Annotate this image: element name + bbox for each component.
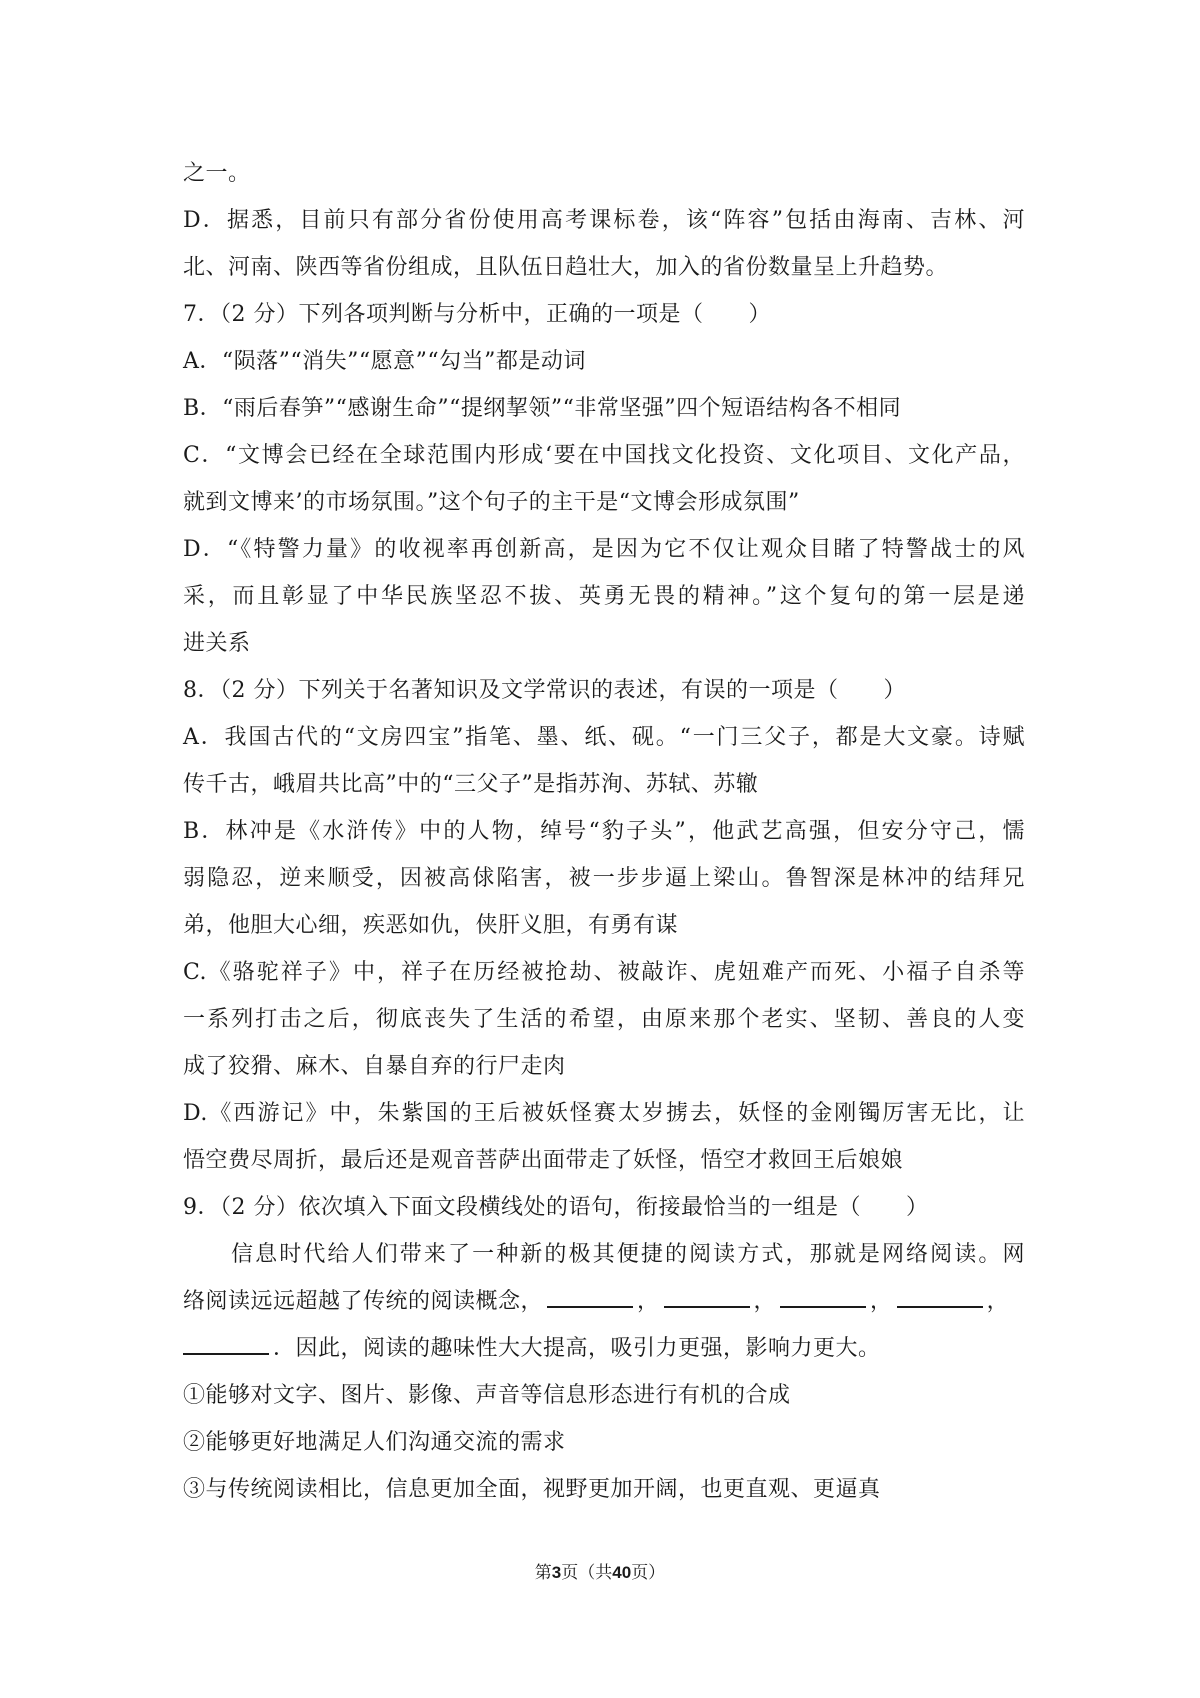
question-7-option-d: D．“《特警力量》的收视率再创新高，是因为它不仅让观众目睹了特警战士的风	[183, 537, 1025, 562]
text-line: 成了狡猾、麻木、自暴自弃的行尸走肉	[183, 1054, 566, 1079]
fill-blank-2	[664, 1284, 750, 1308]
choice-item-3: ③与传统阅读相比，信息更加全面，视野更加开阔，也更直观、更逼真	[183, 1477, 881, 1502]
fill-blank-5	[183, 1331, 269, 1355]
text-line: 传千古，峨眉共比高”中的“三父子”是指苏洵、苏轼、苏辙	[183, 772, 759, 797]
text-line: 进关系	[183, 631, 251, 656]
blank-separator: ，	[753, 1289, 777, 1314]
text-line: 就到文博来’的市场氛围。”这个句子的主干是“文博会形成氛围”	[183, 490, 800, 515]
page-content	[183, 150, 1025, 1513]
passage-line: 信息时代给人们带来了一种新的极其便捷的阅读方式，那就是网络阅读。网	[231, 1242, 1025, 1267]
question-8-option-c: C.《骆驼祥子》中，祥子在历经被抢劫、被敲诈、虎妞难产而死、小福子自杀等	[183, 960, 1025, 985]
fill-blank-1	[547, 1284, 633, 1308]
text-line: 弟，他胆大心细，疾恶如仇，侠肝义胆，有勇有谋	[183, 913, 679, 938]
question-7-stem: 7．（2 分）下列各项判断与分析中，正确的一项是（ ）	[183, 302, 771, 327]
page-footer	[0, 1558, 1200, 1583]
footer-middle: 页（共	[561, 1563, 613, 1583]
text-line: 悟空费尽周折，最后还是观音菩萨出面带走了妖怪，悟空才救回王后娘娘	[183, 1148, 904, 1173]
text-line: 一系列打击之后，彻底丧失了生活的希望，由原来那个老实、坚韧、善良的人变	[183, 1007, 1025, 1032]
question-8-option-b: B．林冲是《水浒传》中的人物，绰号“豹子头”，他武艺高强，但安分守己，懦	[183, 819, 1025, 844]
question-8-option-a: A．我国古代的“文房四宝”指笔、墨、纸、砚。“一门三父子，都是大文豪。诗赋	[183, 725, 1025, 750]
passage-text: 络阅读远远超越了传统的阅读概念，	[183, 1289, 544, 1314]
question-7-option-b: B．“雨后春笋”“感谢生命”“提纲挈领”“非常坚强”四个短语结构各不相同	[183, 396, 902, 421]
question-7-option-a: A．“陨落”“消失”“愿意”“勾当”都是动词	[183, 349, 586, 374]
choice-item-2: ②能够更好地满足人们沟通交流的需求	[183, 1430, 566, 1455]
passage-text: ．因此，阅读的趣味性大大提高，吸引力更强，影响力更大。	[273, 1336, 881, 1361]
text-line: 北、河南、陕西等省份组成，且队伍日趋壮大，加入的省份数量呈上升趋势。	[183, 255, 949, 280]
question-8-option-d: D.《西游记》中，朱紫国的王后被妖怪赛太岁掳去，妖怪的金刚镯厉害无比，让	[183, 1101, 1025, 1126]
text-line: 之一。	[183, 161, 251, 186]
blank-separator: ，	[637, 1289, 660, 1314]
blank-separator: ，	[986, 1289, 1010, 1314]
passage-line-with-blank	[183, 1325, 1025, 1372]
text-line: 采，而且彰显了中华民族坚忍不拔、英勇无畏的精神。”这个复句的第一层是递	[183, 584, 1025, 609]
fill-blank-3	[780, 1284, 866, 1308]
footer-total-pages: 40	[612, 1563, 632, 1582]
fill-blank-4	[897, 1284, 983, 1308]
blank-separator: ，	[870, 1289, 893, 1314]
option-d-line: D．据悉，目前只有部分省份使用高考课标卷，该“阵容”包括由海南、吉林、河	[183, 208, 1025, 233]
passage-line-with-blanks	[183, 1278, 1025, 1325]
footer-suffix: 页）	[631, 1563, 666, 1583]
footer-prefix: 第	[534, 1563, 552, 1583]
footer-page-number: 3	[551, 1563, 562, 1582]
question-7-option-c: C．“文博会已经在全球范围内形成‘要在中国找文化投资、文化项目、文化产品，	[183, 443, 1025, 468]
question-9-stem: 9．（2 分）依次填入下面文段横线处的语句，衔接最恰当的一组是（ ）	[183, 1195, 929, 1220]
text-line: 弱隐忍，逆来顺受，因被高俅陷害，被一步步逼上梁山。鲁智深是林冲的结拜兄	[183, 866, 1025, 891]
choice-item-1: ①能够对文字、图片、影像、声音等信息形态进行有机的合成	[183, 1383, 791, 1408]
question-8-stem: 8．（2 分）下列关于名著知识及文学常识的表述，有误的一项是（ ）	[183, 678, 906, 703]
